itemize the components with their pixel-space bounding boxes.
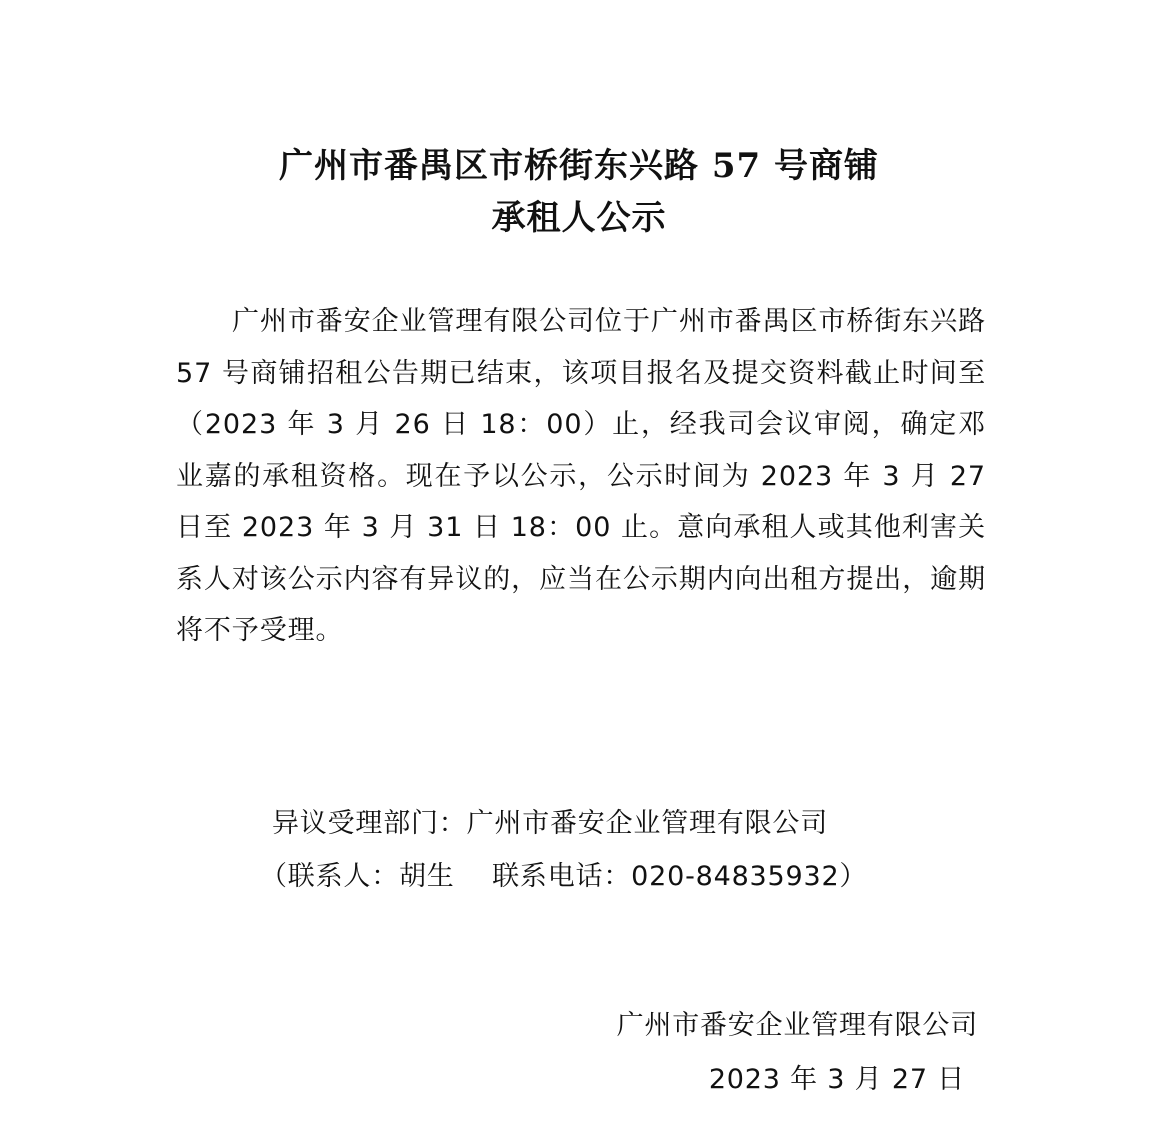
signature-organization: 广州市番安企业管理有限公司 — [616, 1010, 978, 1041]
objection-department: 异议受理部门：广州市番安企业管理有限公司 — [272, 808, 828, 839]
signature-date: 2023 年 3 月 27 日 — [708, 1064, 965, 1095]
contact-info: （联系人：胡生 联系电话：020-84835932） — [260, 861, 868, 892]
document-title-line-2: 承租人公示 — [491, 198, 667, 238]
announcement-body: 广州市番安企业管理有限公司位于广州市番禺区市桥街东兴路 57 号商铺招租公告期已结束，该项目报名及提交资料截止时间至（2023 年 3 月 26 日 18：00）止，经我司会议审阅，确定邓业嘉的承租资格。现在予以公示，公示时间为 2023 年 3 月 27 日至 2023 年 3 月 31 日 18：00 止。意向承租人或其他利害关系人对该公示内容有异议的，应当在公示期内向出租方提出，逾期将不予受理。 — [176, 306, 987, 646]
document-title-line-1: 广州市番禺区市桥街东兴路 57 号商铺 — [279, 146, 879, 186]
